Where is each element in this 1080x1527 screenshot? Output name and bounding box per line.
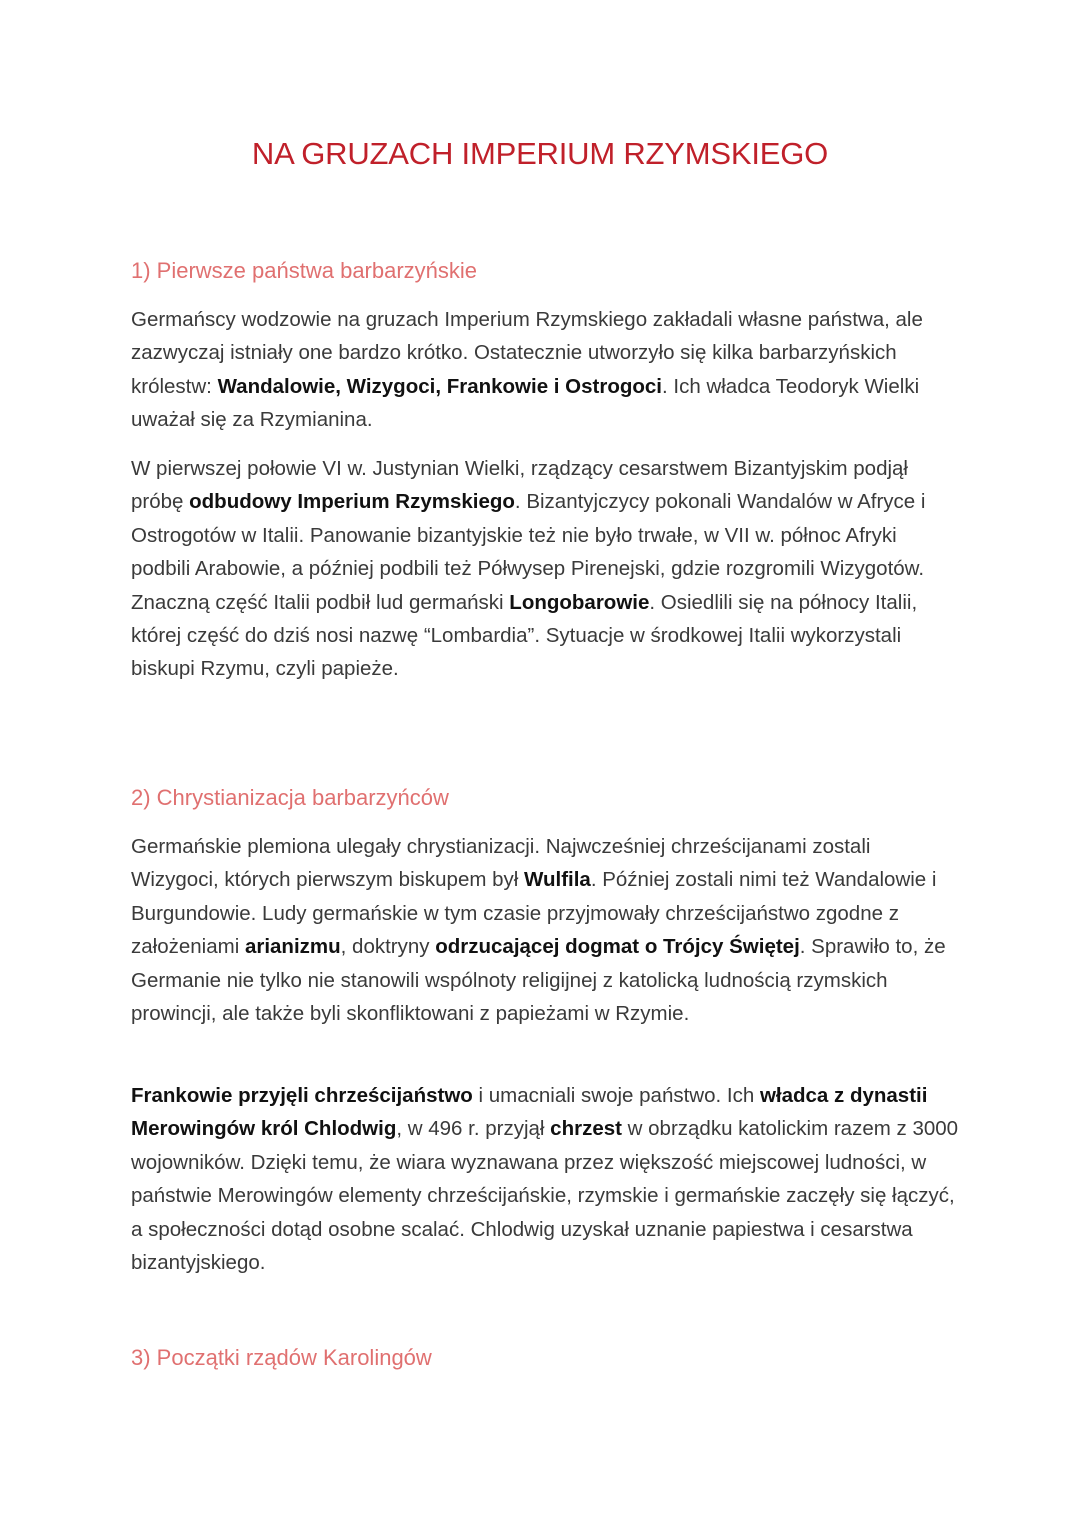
bold-run: Wulfila (524, 868, 591, 892)
section-2-paragraph-1 (131, 830, 961, 1030)
text-run: Germańscy wodzowie na gruzach Imperium Rzymskiego zakładali własne państwa, ale zazwyczaj istniały one bardzo krótko. Ostatecznie utworzyło się kilka barbarzyńskich królestw: (131, 308, 923, 398)
text-run: W pierwszej połowie VI w. Justynian Wielki, rządzący cesarstwem Bizantyjskim podjął próbę (131, 457, 908, 514)
section-2-heading: 2) Chrystianizacja barbarzyńców (131, 785, 449, 810)
page-title: NA GRUZACH IMPERIUM RZYMSKIEGO (251, 136, 829, 171)
text-run: , w 496 r. przyjął (396, 1117, 551, 1141)
text-run: . Sprawiło to, że Germanie nie tylko nie stanowili wspólnoty religijnej z katolicką ludnością rzymskich prowincji, ale także byli skonfliktowani z papieżami w Rzymie. (131, 935, 946, 1026)
bold-run: Longobarowie (509, 590, 650, 614)
text-run: w obrządku katolickim razem z 3000 wojowników. Dzięki temu, że wiara wyznawana przez większość miejscowej ludności, w państwie Merowingów elementy chrześcijańskie, rzymskie i germańskie zaczęły się łączyć, a społeczności dotąd osobne scalać. Chlodwig uzyskał uznanie papiestwa i cesarstwa bizantyjskiego. (131, 1117, 959, 1275)
bold-run: chrzest (550, 1117, 622, 1141)
bold-run: Frankowie przyjęli chrześcijaństwo (131, 1084, 473, 1107)
bold-run: Wandalowie, Wizygoci, Frankowie i Ostrogoci (217, 374, 663, 398)
section-3-heading: 3) Początki rządów Karolingów (131, 1345, 432, 1370)
section-2-paragraph-2 (131, 1079, 961, 1279)
text-run: . Bizantyjczycy pokonali Wandalów w Afryce i Ostrogotów w Italii. Panowanie bizantyjskie też nie było trwałe, w VII w. północ Afryki podbili Arabowie, a później podbili też Półwysep Pirenejski, gdzie rozgromili Wizygotów. Znaczną część Italii podbił lud germański (131, 490, 926, 614)
text-run: , doktryny (340, 935, 436, 959)
text-run: Germańskie plemiona ulegały chrystianizacji. Najwcześniej chrześcijanami zostali Wizygoci, których pierwszym biskupem był (131, 835, 871, 892)
section-1-heading: 1) Pierwsze państwa barbarzyńskie (131, 258, 478, 283)
bold-run: odbudowy Imperium Rzymskiego (189, 490, 515, 514)
text-run: i umacniali swoje państwo. Ich (472, 1084, 760, 1107)
bold-run: arianizmu (244, 935, 341, 959)
section-1-paragraph-1 (131, 303, 961, 437)
text-run: . Osiedlili się na północy Italii, której część do dziś nosi nazwę “Lombardia”. Sytuacje w środkowej Italii wykorzystali biskupi Rzymu, czyli papieże. (131, 590, 918, 681)
section-1-paragraph-2 (131, 452, 961, 686)
text-run: . Później zostali nimi też Wandalowie i Burgundowie. Ludy germańskie w tym czasie przyjmowały chrześcijaństwo zgodne z założeniami (131, 868, 937, 959)
bold-run: władca z dynastii Merowingów król Chlodwig (131, 1084, 928, 1141)
text-run: . Ich władca Teodoryk Wielki uważał się za Rzymianina. (131, 374, 920, 432)
bold-run: odrzucającej dogmat o Trójcy Świętej (435, 935, 800, 959)
